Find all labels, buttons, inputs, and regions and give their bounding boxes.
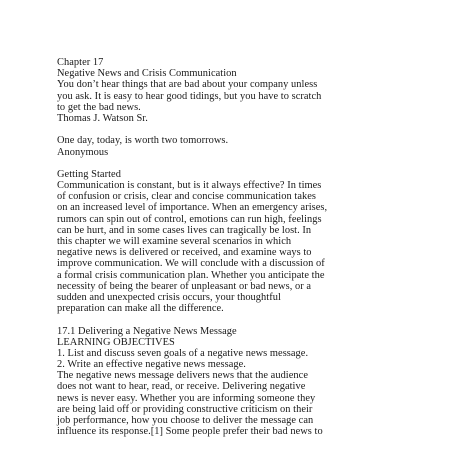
chapter-number: Chapter 17 — [57, 57, 104, 68]
chapter-header — [57, 57, 437, 124]
objective-item: 2. Write an effective negative news message. — [57, 359, 246, 371]
section-17-1 — [57, 326, 437, 438]
quote-block — [57, 135, 437, 157]
document-text — [57, 57, 437, 437]
epigraph-line: you ask. It is easy to hear good tidings, but you have to scratch — [57, 90, 322, 102]
section-heading: Getting Started — [57, 168, 121, 180]
getting-started-section — [57, 169, 437, 314]
paragraph-line: influence its response.[1] Some people prefer their bad news to — [57, 426, 323, 438]
section-heading: 17.1 Delivering a Negative News Message — [57, 325, 237, 337]
epigraph-line: to get the bad news. — [57, 101, 141, 113]
quote-text: One day, today, is worth two tomorrows. — [57, 135, 229, 147]
paragraph-line: a formal crisis communication plan. Whether you anticipate the — [57, 269, 325, 281]
objective-item: 1. List and discuss seven goals of a negative news message. — [57, 347, 309, 359]
learning-objectives-heading: LEARNING OBJECTIVES — [57, 336, 175, 348]
paragraph-line: negative news is delivered or received, and examine ways to — [57, 247, 312, 259]
paragraph-line: job performance, how you choose to deliver the message can — [57, 415, 314, 426]
paragraph-line: sudden and unexpected crisis occurs, your thoughtful — [57, 291, 281, 303]
quote-author: Anonymous — [57, 146, 109, 158]
paragraph-line: does not want to hear, read, or receive. Delivering negative — [57, 381, 306, 393]
paragraph-line: are being laid off or providing constructive criticism on their — [57, 403, 313, 415]
epigraph-author: Thomas J. Watson Sr. — [57, 112, 148, 124]
epigraph-line: You don’t hear things that are bad about your company unless — [57, 79, 318, 91]
paragraph-line: Communication is constant, but is it always effective? In times — [57, 180, 322, 192]
paragraph-line: rumors can spin out of control, emotions can run high, feelings — [57, 213, 322, 225]
chapter-title: Negative News and Crisis Communication — [57, 68, 237, 80]
paragraph-gap — [57, 314, 437, 325]
paragraph-line: improve communication. We will conclude with a discussion of — [57, 258, 325, 270]
paragraph-gap — [57, 158, 437, 169]
paragraph-line: on an increased level of importance. When an emergency arises, — [57, 202, 328, 214]
paragraph-line: this chapter we will examine several scenarios in which — [57, 236, 292, 247]
paragraph-line: necessity of being the bearer of unpleasant or bad news, or a — [57, 280, 312, 292]
paragraph-gap — [57, 124, 437, 135]
paragraph-line: The negative news message delivers news that the audience — [57, 370, 308, 382]
paragraph-line: of confusion or crisis, clear and concise communication takes — [57, 191, 316, 203]
paragraph-line: preparation can make all the difference. — [57, 303, 224, 315]
paragraph-line: news is never easy. Whether you are informing someone they — [57, 392, 316, 404]
paragraph-line: can be hurt, and in some cases lives can tragically be lost. In — [57, 224, 312, 236]
